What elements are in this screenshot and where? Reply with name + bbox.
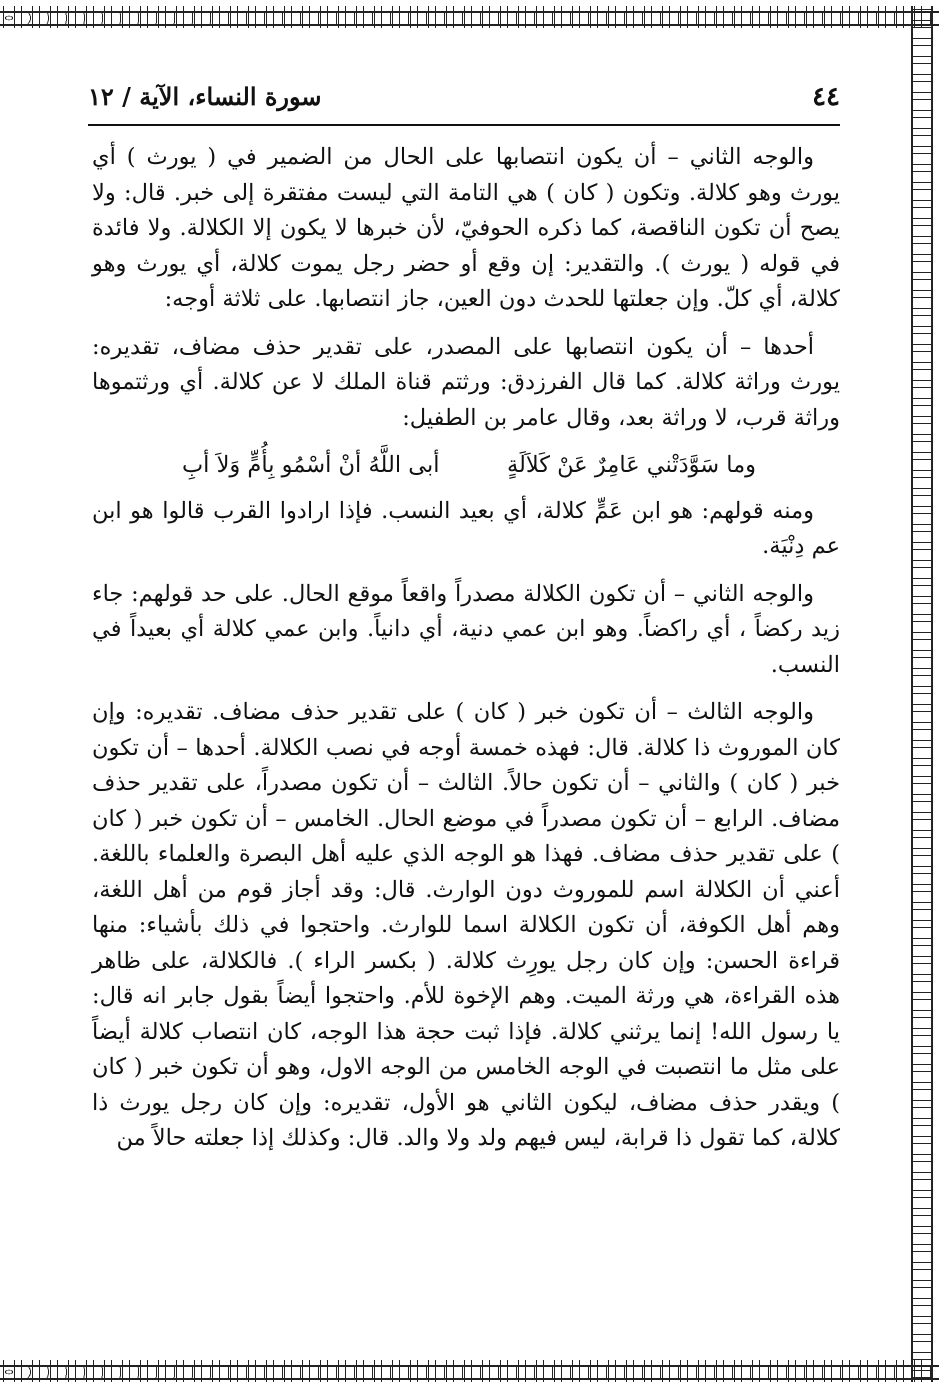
page-number: ٤٤ — [812, 82, 840, 112]
poetry-verse — [182, 448, 756, 484]
page-header — [88, 82, 840, 122]
page-border-bottom — [0, 1360, 939, 1382]
paragraph: والوجه الثاني – أن يكون انتصابها على الحال من الضمير في ( يورث ) أي يورث وهو كلالة. وتكون ( كان ) هي التامة التي ليست مفتقرة إلى خبر. قال: ولا يصح أن تكون الناقصة، كما ذكره الحوفيّ، لأن خبرها لا يكون إلا الكلالة. ولا فائدة في قوله ( يورث ). والتقدير: إن وقع أو حضر رجل يموت كلالة، أي يورث وهو كلالة، أي كلّ. وإن جعلتها للحدث دون العين، جاز انتصابها. على ثلاثة أوجه: — [92, 144, 840, 312]
paragraph: والوجه الثاني – أن تكون الكلالة مصدراً واقعاً موقع الحال. على حد قولهم: جاء زيد ركضاً ، أي راكضاً. وهو ابن عمي دنية، أي دانياً. وابن عمي كلالة أي بعيداً في النسب. — [92, 580, 840, 678]
verse-second-hemistich: أبى اللَّهُ أنْ أسْمُو بِأُمٍّ وَلاَ أبِ — [182, 452, 440, 478]
paragraph: ومنه قولهم: هو ابن عَمٍّ كلالة، أي بعيد النسب. فإذا ارادوا القرب قالوا هو ابن عم دِنْيَة. — [92, 497, 840, 559]
header-rule — [88, 124, 840, 126]
verse-first-hemistich: وما سَوَّدَتْني عَامِرٌ عَنْ كَلاَلَةٍ — [506, 452, 756, 478]
paragraph: أحدها – أن يكون انتصابها على المصدر، على تقدير حذف مضاف، تقديره: يورث وراثة كلالة. كما قال الفرزدق: ورثتم قناة الملك لا عن كلالة. أي ورثتموها وراثة قرب، لا وراثة بعد، وقال عامر بن الطفيل: — [92, 333, 840, 431]
body-text — [92, 140, 840, 1169]
page-border-right — [911, 6, 933, 1382]
running-title: سورة النساء، الآية / ١٢ — [88, 82, 322, 111]
page-border-top — [0, 6, 939, 28]
paragraph: والوجه الثالث – أن تكون خبر ( كان ) على تقدير حذف مضاف. تقديره: وإن كان الموروث ذا كلالة. قال: فهذه خمسة أوجه في نصب الكلالة. أحدها – أن تكون خبر ( كان ) والثاني – أن تكون حالاً. الثالث – أن تكون مصدراً، على تقدير حذف مضاف. الرابع – أن تكون مصدراً في موضع الحال. الخامس – أن تكون خبر ( كان ) على تقدير حذف مضاف. فهذا هو الوجه الذي عليه أهل البصرة والعلماء باللغة. أعني أن الكلالة اسم للموروث دون الوارث. قال: وقد أجاز قوم من أهل اللغة، وهم أهل الكوفة، أن تكون الكلالة اسما للوارث. واحتجوا في ذلك بأشياء: منها قراءة الحسن: وإن كان رجل يورِث كلالة. ( بكسر الراء ). فالكلالة، على ظاهر هذه القراءة، هي ورثة الميت. وهم الإخوة للأم. واحتجوا أيضاً بقول جابر انه قال: يا رسول الله! إنما يرثني كلالة. فإذا ثبت حجة هذا الوجه، كان انتصاب كلالة أيضاً على مثل ما انتصبت في الوجه الخامس من الوجه الاول، وهو أن تكون خبر ( كان ) ويقدر حذف مضاف، ليكون الثاني هو الأول، تقديره: وإن كان رجل يورث ذا كلالة، كما تقول ذا قرابة، ليس فيهم ولد ولا والد. قال: وكذلك إذا جعلته حالاً من — [92, 699, 840, 1151]
